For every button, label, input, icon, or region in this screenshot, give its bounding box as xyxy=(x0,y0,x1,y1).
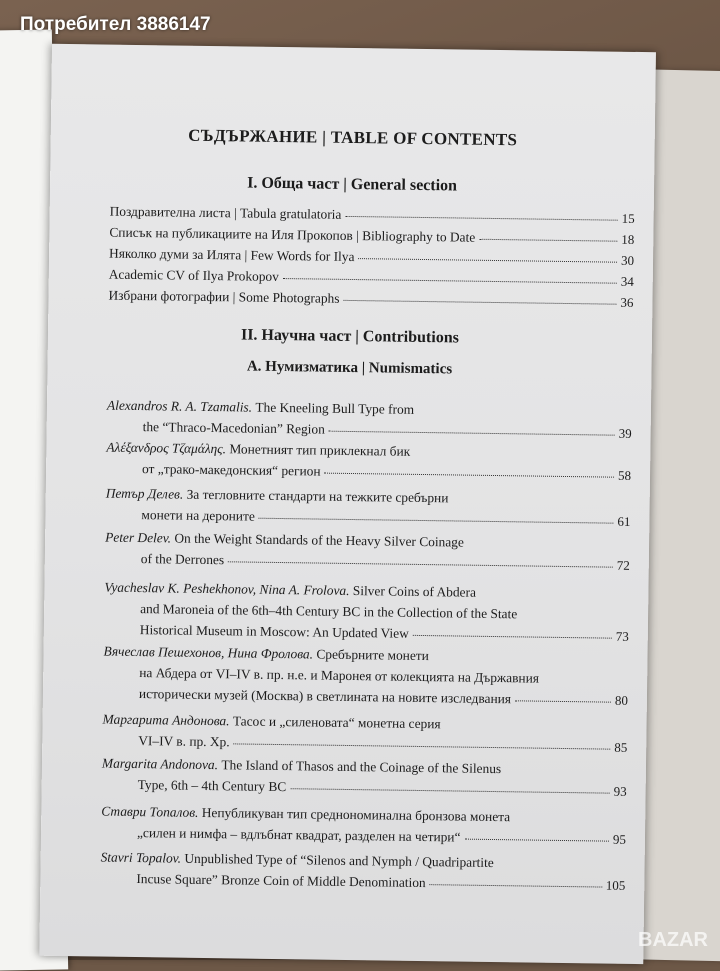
section-heading-general: I. Обща част | General section xyxy=(247,174,458,195)
entry-author: Margarita Andonova. xyxy=(101,755,219,773)
entry-title-cont: от „трако-македонския“ регион xyxy=(142,461,321,479)
entry-title: За тегловните стандарти на тежките сребърни xyxy=(186,486,449,506)
entry-title: Списък на публикациите на Иля Прокопов | Bibliography to Date xyxy=(109,224,476,245)
entry-title: Silver Coins of Abdera xyxy=(352,583,477,600)
bazar-logo: BAZAR xyxy=(638,929,708,951)
toc-entry xyxy=(106,437,632,486)
entry-title-cont: the “Thraco-Macedonian” Region xyxy=(142,419,325,437)
page-title: СЪДЪРЖАНИЕ | TABLE OF CONTENTS xyxy=(188,125,518,150)
entry-title: The Island of Thasos and the Coinage of the Silenus xyxy=(221,757,502,777)
page-number: 18 xyxy=(621,231,635,247)
entry-title: Избрани фотографии | Some Photographs xyxy=(108,287,340,306)
page-number: 105 xyxy=(605,877,626,893)
page-number: 15 xyxy=(621,210,635,226)
page-number: 58 xyxy=(617,467,632,483)
toc-entry xyxy=(100,847,626,896)
entry-author: Alexandros R. A. Tzamalis. xyxy=(106,397,253,415)
user-watermark: Потребител 3886147 xyxy=(20,14,211,35)
entry-title-cont: of the Derrones xyxy=(140,551,225,568)
entry-title-cont: на Абдера от VI–IV в. пр. н.е. и Маронея от колекцията на Държавния xyxy=(139,665,540,686)
toc-entry xyxy=(105,527,631,576)
page-number: 39 xyxy=(618,425,632,441)
entry-author: Петър Делев. xyxy=(105,485,184,502)
entry-title: Непубликуван тип среднономинална бронзова монета xyxy=(201,804,511,825)
page-number: 93 xyxy=(613,783,627,799)
book-page xyxy=(39,44,656,964)
entry-title-cont: and Maroneia of the 6th–4th Century BC in the Collection of the State xyxy=(140,601,518,622)
subsection-heading-numismatics: A. Нумизматика | Numismatics xyxy=(246,358,453,378)
page-number: 73 xyxy=(615,628,629,644)
toc-entry xyxy=(105,483,631,532)
toc-entry xyxy=(102,753,628,802)
entry-author: Маргарита Андонова. xyxy=(102,711,230,729)
entry-author: Peter Delev. xyxy=(105,529,172,546)
entry-author: Αλέξανδρος Τζαμάλης. xyxy=(106,439,227,457)
page-number: 95 xyxy=(612,831,627,847)
entry-title: Няколко думи за Илята | Few Words for Ilya xyxy=(109,245,355,265)
entry-title-cont: VI–IV в. пр. Хр. xyxy=(138,733,230,750)
entry-title-cont: „силен и нимфа – вдлъбнат квадрат, разделен на четири“ xyxy=(136,825,461,845)
entry-title: The Kneeling Bull Type from xyxy=(255,399,415,417)
entry-title: Unpublished Type of “Silenos and Nymph / Quadripartite xyxy=(184,850,494,871)
toc-entry xyxy=(107,395,633,444)
section-heading-contributions: II. Научна част | Contributions xyxy=(240,326,460,347)
page-number: 80 xyxy=(614,692,629,708)
entry-title: Тасос и „силеновата“ монетна серия xyxy=(232,713,441,732)
entry-title: Монетният тип приклекнал бик xyxy=(229,441,411,459)
toc-entry xyxy=(101,801,627,850)
entry-title-cont: исторически музей (Москва) в светлината на новите изследвания xyxy=(138,686,512,707)
entry-title-cont: монети на дероните xyxy=(141,507,255,524)
entry-author: Stavri Topalov. xyxy=(100,849,182,866)
entry-title: Сребърните монети xyxy=(316,646,429,664)
entry-title-cont: Incuse Square” Bronze Coin of Middle Denomination xyxy=(136,871,426,891)
page-number: 61 xyxy=(617,513,631,529)
page-number: 34 xyxy=(620,273,634,289)
entry-title-cont: Historical Museum in Moscow: An Updated View xyxy=(139,622,409,641)
page-number: 85 xyxy=(614,739,628,755)
page-number: 72 xyxy=(616,557,630,573)
toc-entry xyxy=(104,577,630,647)
page-number: 36 xyxy=(620,294,634,310)
toc-entry xyxy=(102,709,628,758)
entry-title: On the Weight Standards of the Heavy Silver Coinage xyxy=(174,530,464,550)
entry-title: Academic CV of Ilya Prokopov xyxy=(108,266,279,284)
toc-entry xyxy=(103,641,629,711)
entry-title: Поздравителна листа | Tabula gratulatoria xyxy=(109,203,342,222)
page-number: 30 xyxy=(620,252,635,268)
entry-author: Вячеслав Пешехонов, Нина Фролова. xyxy=(103,643,314,662)
entry-title-cont: Type, 6th – 4th Century BC xyxy=(137,777,287,795)
entry-author: Vyacheslav K. Peshekhonov, Nina A. Frolova. xyxy=(104,579,350,598)
entry-author: Ставри Топалов. xyxy=(101,803,199,820)
